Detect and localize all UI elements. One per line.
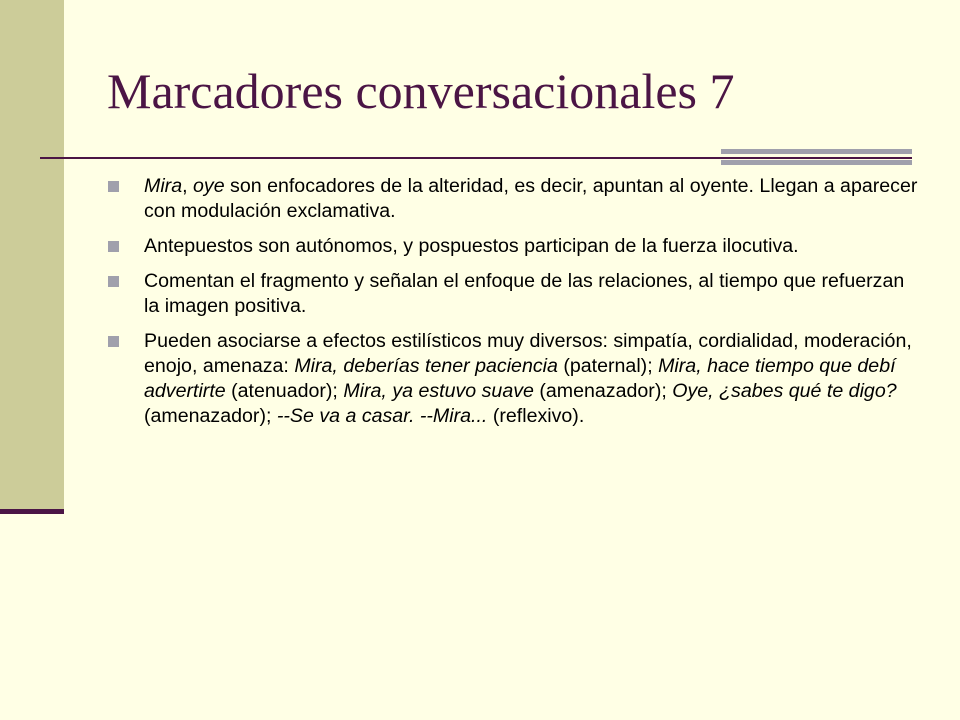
text: (amenazador); <box>144 405 277 427</box>
square-bullet-icon <box>108 181 119 192</box>
bullet-item-4 <box>108 329 918 429</box>
bullet-item-1 <box>108 174 918 224</box>
text: Pueden asociarse a efectos estilísticos muy diversos: simpatía, cordialidad, moderación, enojo, amenaza: <box>144 330 912 377</box>
text: Comentan el fragmento y señalan el enfoque de las relaciones, al tiempo que refuerzan la imagen positiva. <box>144 270 905 317</box>
title-rule-gray-top <box>721 149 912 154</box>
left-bar-accent-line <box>0 509 64 514</box>
text: (paternal); <box>557 355 659 377</box>
square-bullet-icon <box>108 276 119 287</box>
slide-title: Marcadores conversacionales 7 <box>107 63 735 119</box>
text: (reflexivo). <box>487 405 585 427</box>
text-italic: Mira, ya estuvo suave <box>343 380 534 402</box>
text-italic: --Se va a casar. --Mira... <box>276 405 488 427</box>
left-decorative-bar <box>0 0 64 512</box>
text-italic: Oye, ¿sabes qué te digo? <box>672 380 897 402</box>
text-italic: Mira, deberías tener paciencia <box>294 355 558 377</box>
bullet-item-2 <box>108 234 918 259</box>
title-underline-rule <box>40 157 912 159</box>
text: (amenazador); <box>533 380 673 402</box>
text-italic: Mira, hace tiempo que debí advertirte <box>144 355 896 402</box>
text: (atenuador); <box>225 380 344 402</box>
bullet-item-3 <box>108 269 918 319</box>
bullet-list <box>108 174 918 439</box>
text: son enfocadores de la alteridad, es decir, apuntan al oyente. Llegan a aparecer con modulación exclamativa. <box>144 175 918 222</box>
text-italic: Mira <box>144 175 183 197</box>
square-bullet-icon <box>108 336 119 347</box>
square-bullet-icon <box>108 241 119 252</box>
title-rule-gray-bottom <box>721 160 912 165</box>
text: , <box>182 175 193 197</box>
text-italic: oye <box>193 175 225 197</box>
text: Antepuestos son autónomos, y pospuestos participan de la fuerza ilocutiva. <box>144 235 799 257</box>
